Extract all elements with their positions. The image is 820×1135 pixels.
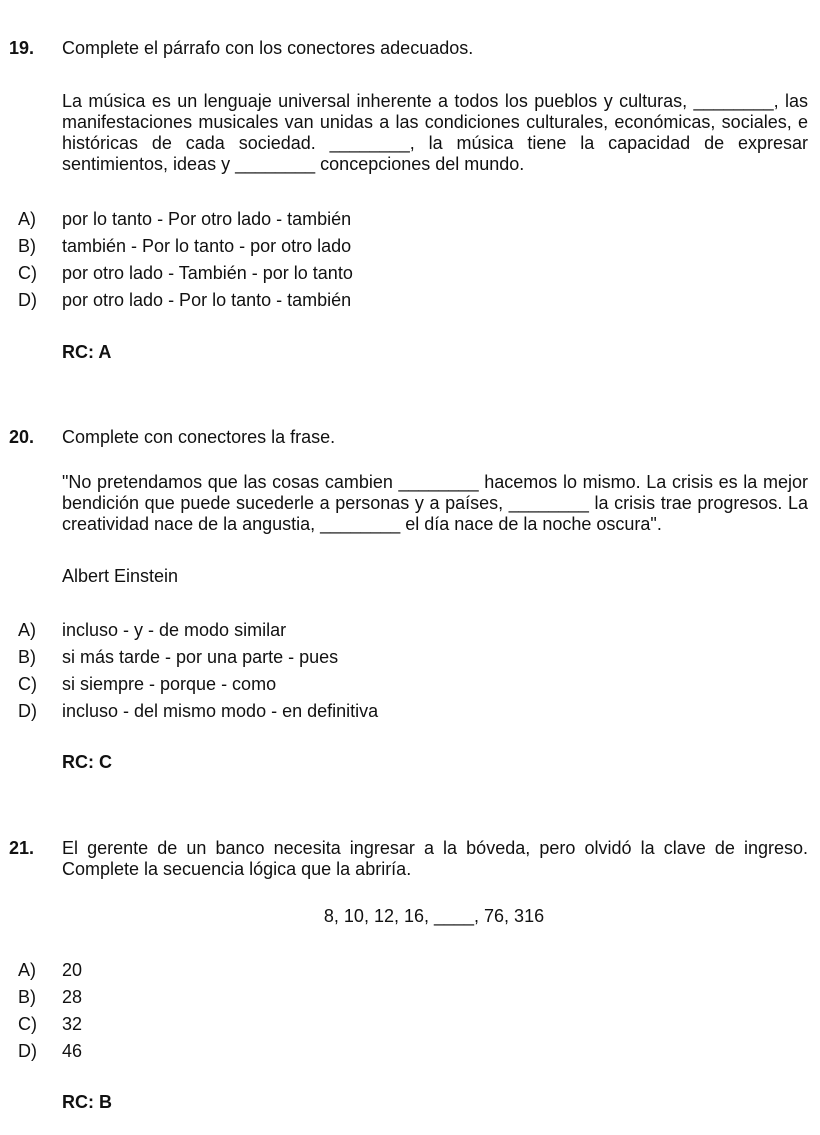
question-number: 19. bbox=[9, 38, 35, 58]
option-letter: A) bbox=[18, 620, 36, 640]
option-d[interactable] bbox=[18, 290, 351, 311]
option-a[interactable] bbox=[18, 960, 82, 981]
option-text: si siempre - porque - como bbox=[62, 674, 277, 694]
option-text: incluso - y - de modo similar bbox=[62, 620, 287, 640]
option-text: 32 bbox=[62, 1014, 83, 1034]
option-d[interactable] bbox=[18, 1041, 82, 1062]
option-letter: D) bbox=[18, 1041, 37, 1061]
question-paragraph: La música es un lenguaje universal inherente a todos los pueblos y culturas, ________, las manifestaciones musicales van unidas a las condiciones culturales, económicas, sociales, e históricas de cada sociedad. ________, la música tiene la capacidad de expresar sentimientos, ideas y ________ concepciones del mundo. bbox=[62, 91, 808, 174]
option-letter: C) bbox=[18, 263, 37, 283]
option-letter: B) bbox=[18, 987, 36, 1007]
option-letter: A) bbox=[18, 960, 36, 980]
option-text: 46 bbox=[62, 1041, 83, 1061]
option-letter: B) bbox=[18, 236, 36, 256]
option-b[interactable] bbox=[18, 236, 351, 257]
option-text: 28 bbox=[62, 987, 83, 1007]
question-number: 20. bbox=[9, 427, 35, 447]
option-letter: B) bbox=[18, 647, 36, 667]
option-text: si más tarde - por una parte - pues bbox=[62, 647, 339, 667]
option-letter: A) bbox=[18, 209, 36, 229]
option-text: incluso - del mismo modo - en definitiva bbox=[62, 701, 379, 721]
option-a[interactable] bbox=[18, 209, 351, 230]
question-prompt: Complete con conectores la frase. bbox=[62, 427, 336, 447]
option-b[interactable] bbox=[18, 987, 82, 1008]
option-letter: C) bbox=[18, 674, 37, 694]
option-letter: D) bbox=[18, 290, 37, 310]
option-letter: D) bbox=[18, 701, 37, 721]
option-a[interactable] bbox=[18, 620, 286, 641]
question-paragraph: El gerente de un banco necesita ingresar a la bóveda, pero olvidó la clave de ingreso. Complete la secuencia lógica que la abriría. bbox=[62, 838, 808, 879]
option-text: por otro lado - También - por lo tanto bbox=[62, 263, 353, 283]
option-c[interactable] bbox=[18, 263, 353, 284]
option-b[interactable] bbox=[18, 647, 338, 668]
option-letter: C) bbox=[18, 1014, 37, 1034]
answer-key: RC: B bbox=[62, 1092, 112, 1112]
question-paragraph: "No pretendamos que las cosas cambien ________ hacemos lo mismo. La crisis es la mejor bendición que puede sucederle a personas y a países, ________ la crisis trae progresos. La creatividad nace de la angustia, ________ el día nace de la noche oscura". bbox=[62, 472, 808, 534]
number-sequence: 8, 10, 12, 16, ____, 76, 316 bbox=[323, 906, 545, 926]
quote-author: Albert Einstein bbox=[62, 566, 179, 586]
question-number: 21. bbox=[9, 838, 35, 858]
option-c[interactable] bbox=[18, 1014, 82, 1035]
option-text: por otro lado - Por lo tanto - también bbox=[62, 290, 352, 310]
answer-key: RC: C bbox=[62, 752, 112, 772]
option-text: 20 bbox=[62, 960, 83, 980]
option-text: por lo tanto - Por otro lado - también bbox=[62, 209, 352, 229]
option-d[interactable] bbox=[18, 701, 378, 722]
option-c[interactable] bbox=[18, 674, 276, 695]
option-text: también - Por lo tanto - por otro lado bbox=[62, 236, 352, 256]
question-prompt: Complete el párrafo con los conectores adecuados. bbox=[62, 38, 474, 58]
answer-key: RC: A bbox=[62, 342, 112, 362]
